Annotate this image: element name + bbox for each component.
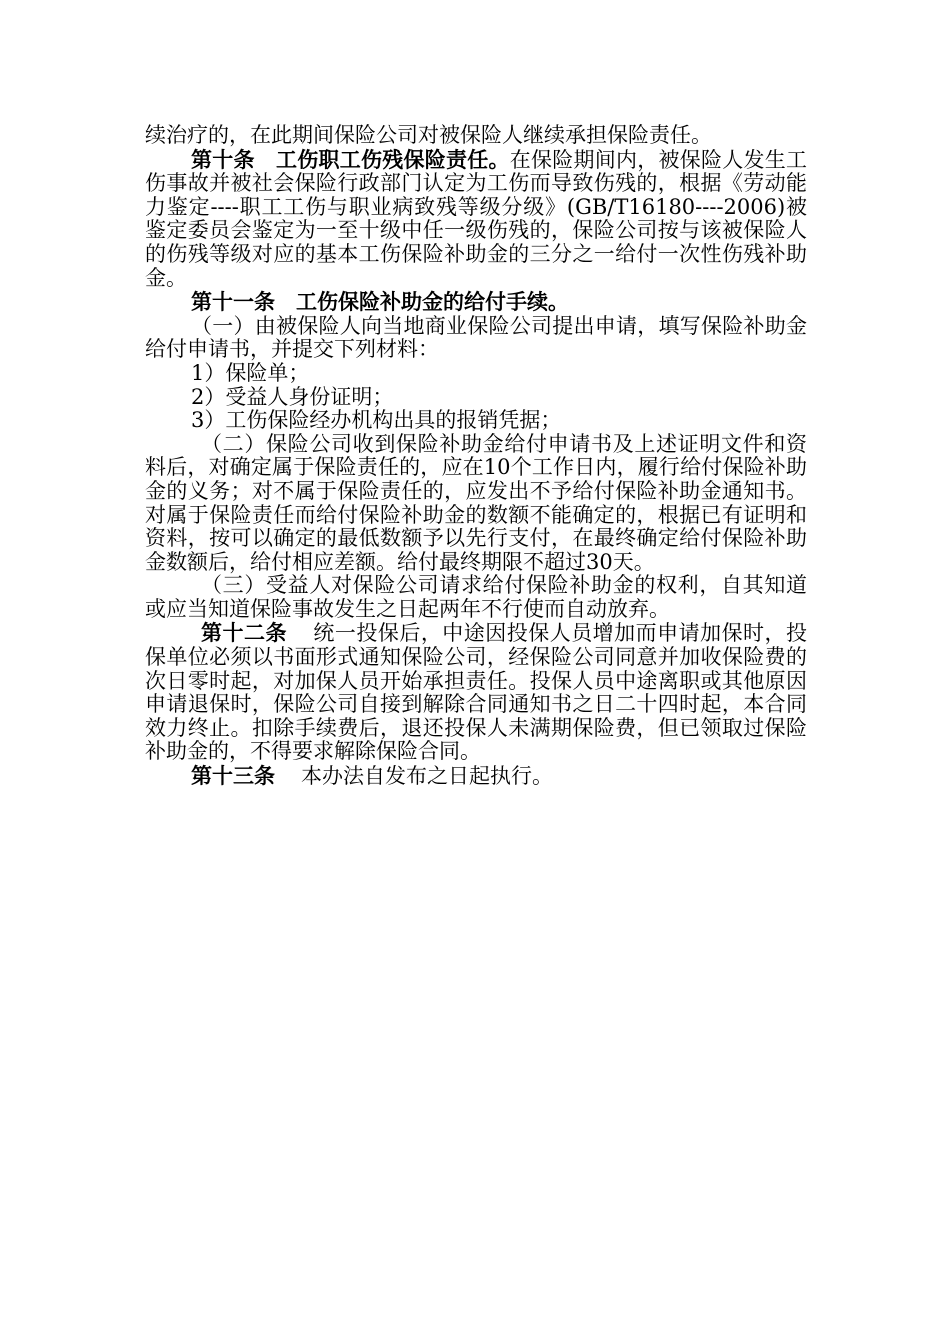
article-heading: 第十二条 bbox=[201, 620, 287, 646]
clause-3 bbox=[145, 574, 807, 621]
paragraph-text: 续治疗的，在此期间保险公司对被保险人继续承担保险责任。 bbox=[145, 123, 712, 147]
article-text: 本办法自发布之日起执行。 bbox=[301, 764, 553, 789]
article-heading: 第十三条 bbox=[191, 763, 275, 789]
clause-2 bbox=[145, 433, 807, 575]
list-item-text: 3）工伤保险经办机构出具的报销凭据； bbox=[191, 408, 562, 433]
list-item-text: 2）受益人身份证明； bbox=[191, 384, 394, 409]
list-item-3 bbox=[145, 409, 807, 433]
clause-text: （三）受益人对保险公司请求给付保险补助金的权利，自其知道或应当知道保险事故发生之日起两年不行使而自动放弃。 bbox=[145, 573, 807, 621]
article-12 bbox=[145, 621, 807, 764]
paragraph-continuation bbox=[145, 124, 807, 148]
article-heading: 第十条 工伤职工伤残保险责任。 bbox=[191, 146, 510, 172]
clause-1 bbox=[145, 315, 807, 362]
clause-text: （二）保险公司收到保险补助金给付申请书及上述证明文件和资料后，对确定属于保险责任的，应在10个工作日内，履行给付保险补助金的义务；对不属于保险责任的，应发出不予给付保险补助金通知书。对属于保险责任而给付保险补助金的数额不能确定的，根据已有证明和资料，按可以确定的最低数额予以先行支付，在最终确定给付保险补助金数额后，给付相应差额。给付最终期限不超过30天。 bbox=[145, 431, 807, 574]
list-item-text: 1）保险单； bbox=[191, 360, 310, 385]
clause-text: （一）由被保险人向当地商业保险公司提出申请，填写保险补助金给付申请书，并提交下列材料： bbox=[145, 313, 807, 362]
article-11 bbox=[145, 290, 807, 315]
article-heading: 第十一条 工伤保险补助金的给付手续。 bbox=[191, 289, 569, 315]
list-item-1 bbox=[145, 362, 807, 386]
article-text: 在保险期间内，被保险人发生工伤事故并被社会保险行政部门认定为工伤而导致伤残的，根据《劳动能力鉴定----职工工伤与职业病致残等级分级》(GB/T16180----2006)被鉴定委员会鉴定为一至十级中任一级伤残的，保险公司按与该被保险人的伤残等级对应的基本工伤保险补助金的三分之一给付一次性伤残补助金。 bbox=[145, 147, 807, 290]
document-page bbox=[145, 124, 807, 789]
article-13 bbox=[145, 764, 807, 789]
article-10 bbox=[145, 148, 807, 291]
list-item-2 bbox=[145, 386, 807, 410]
article-text: 统一投保后，中途因投保人员增加而申请加保时，投保单位必须以书面形式通知保险公司，经保险公司同意并加收保险费的次日零时起，对加保人员开始承担责任。投保人员中途离职或其他原因申请退保时，保险公司自接到解除合同通知书之日二十四时起，本合同效力终止。扣除手续费后，退还投保人未满期保险费，但已领取过保险补助金的，不得要求解除保险合同。 bbox=[145, 621, 808, 764]
